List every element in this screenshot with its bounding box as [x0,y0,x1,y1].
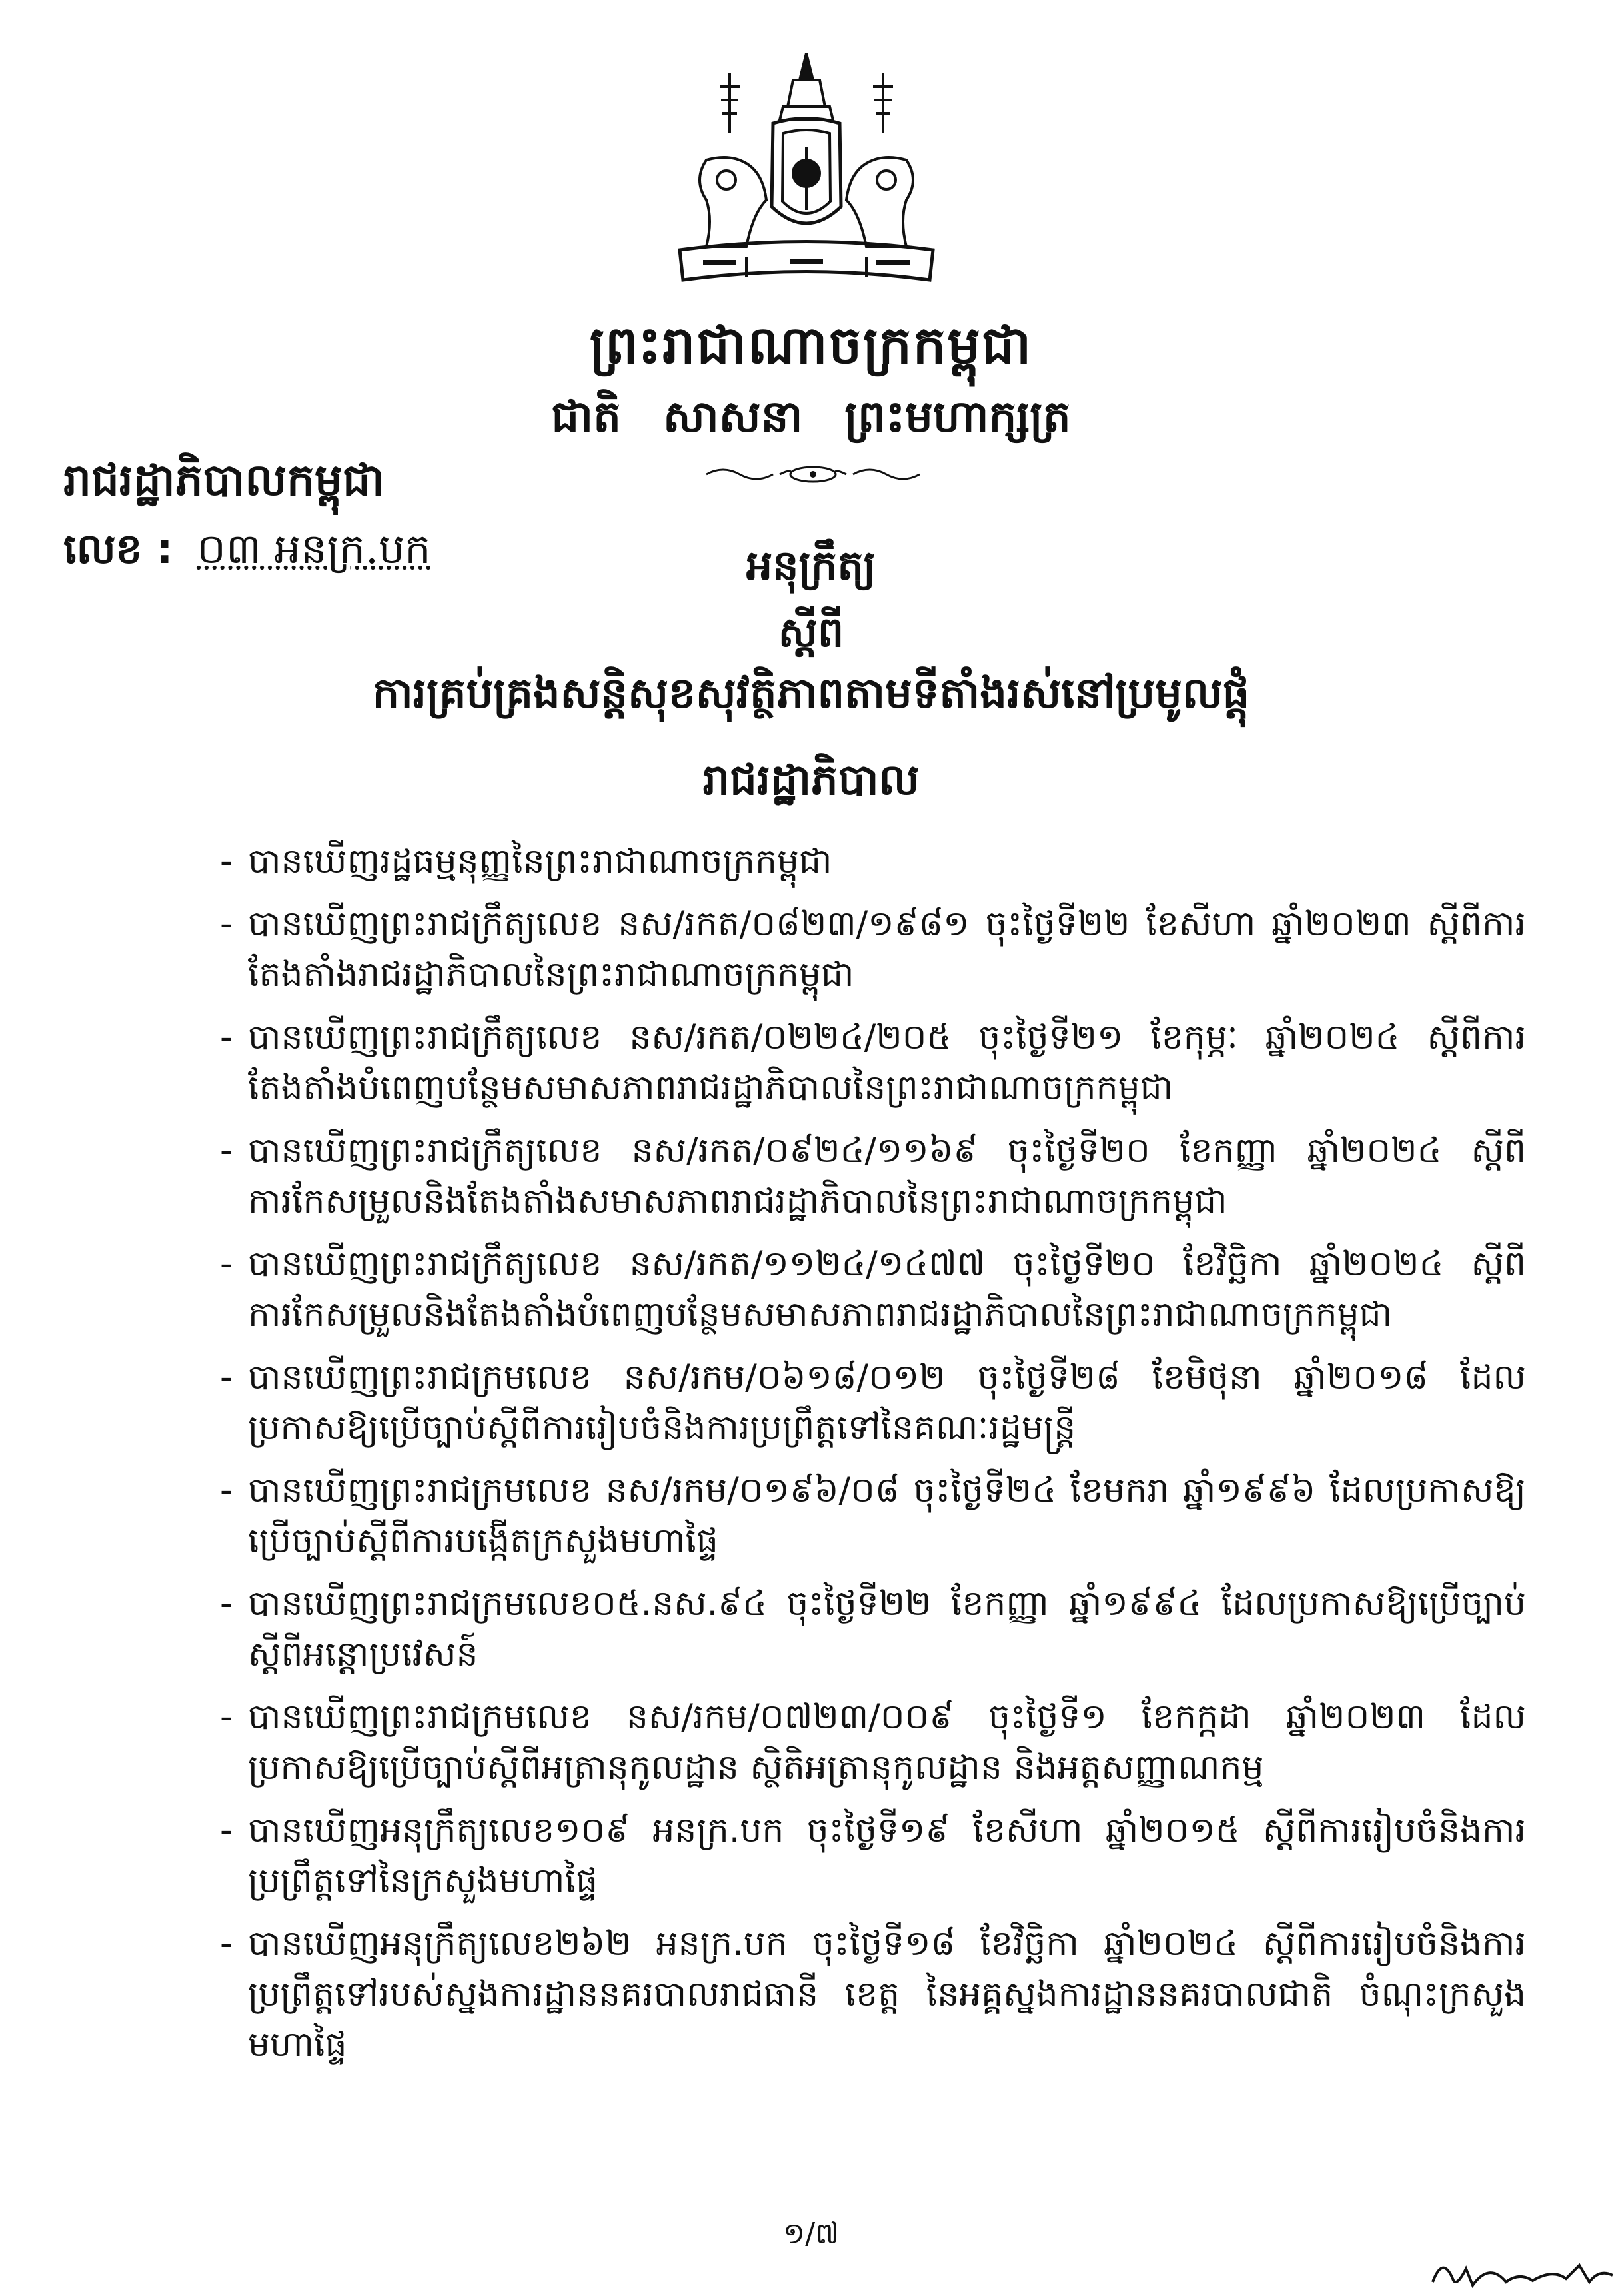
national-motto: ជាតិ សាសនា ព្រះមហាក្សត្រ [551,391,1071,442]
royal-emblem-icon [666,47,946,300]
document-subject: ការគ្រប់គ្រងសន្តិសុខសុវត្ថិភាពតាមទីតាំងរស់នៅប្រមូលផ្ដុំ [372,669,1250,718]
number-value: ០៣ អនក្រ.បក [197,524,431,573]
reference-item: - បានឃើញព្រះរាជក្រមលេខ នស/រកម/០៧២៣/០០៩ ចុះថ្ងៃទី១ ខែកក្កដា ឆ្នាំ២០២៣ ដែលប្រកាសឱ្យប្រើច្បាប់ស្ដីពីអត្រានុកូលដ្ឋាន ស្ថិតិអត្រានុកូលដ្ឋាន និងអត្តសញ្ញាណកម្ម [220,1697,1526,1788]
reference-item: - បានឃើញព្រះរាជក្រមលេខ នស/រកម/០១៩៦/០៨ ចុះថ្ងៃទី២៤ ខែមករា ឆ្នាំ១៩៩៦ ដែលប្រកាសឱ្យប្រើច្បាប់ស្ដីពីការបង្កើតក្រសួងមហាផ្ទៃ [220,1470,1526,1561]
reference-item: - បានឃើញរដ្ឋធម្មនុញ្ញនៃព្រះរាជាណាចក្រកម្ពុជា [220,842,832,881]
signature-initials-icon [1426,2249,1619,2293]
page-number: ១/៧ [782,2217,840,2251]
references-list [220,836,1526,2082]
number-label: លេខ : [63,524,173,573]
document-about: ស្ដីពី [778,608,844,656]
decorative-flourish-icon [693,460,933,486]
reference-item: - បានឃើញអនុក្រឹត្យលេខ១០៩ អនក្រ.បក ចុះថ្ងៃទី១៩ ខែសីហា ឆ្នាំ២០១៥ ស្ដីពីការរៀបចំនិងការប្រព្រឹត្តទៅនៃក្រសួងមហាផ្ទៃ [220,1810,1526,1901]
reference-item: - បានឃើញព្រះរាជក្រឹត្យលេខ នស/រកត/០៨២៣/១៩៨១ ចុះថ្ងៃទី២២ ខែសីហា ឆ្នាំ២០២៣ ស្ដីពីការតែងតាំងរាជរដ្ឋាភិបាលនៃព្រះរាជាណាចក្រកម្ពុជា [220,904,1526,995]
reference-item: - បានឃើញព្រះរាជក្រឹត្យលេខ នស/រកត/០៩២៤/១១៦៩ ចុះថ្ងៃទី២០ ខែកញ្ញា ឆ្នាំ២០២៤ ស្ដីពីការកែសម្រួលនិងតែងតាំងសមាសភាពរាជរដ្ឋាភិបាលនៃព្រះរាជាណាចក្រកម្ពុជា [220,1131,1526,1221]
reference-item: - បានឃើញព្រះរាជក្រឹត្យលេខ នស/រកត/០២២៤/២០៥ ចុះថ្ងៃទី២១ ខែកុម្ភៈ ឆ្នាំ២០២៤ ស្ដីពីការតែងតាំងបំពេញបន្ថែមសមាសភាពរាជរដ្ឋាភិបាលនៃព្រះរាជាណាចក្រកម្ពុជា [220,1017,1526,1108]
reference-item: - បានឃើញព្រះរាជក្រមលេខ០៥.នស.៩៤ ចុះថ្ងៃទី២២ ខែកញ្ញា ឆ្នាំ១៩៩៤ ដែលប្រកាសឱ្យប្រើច្បាប់ស្ដីពីអន្តោប្រវេសន៍ [220,1584,1526,1674]
kingdom-name: ព្រះរាជាណាចក្រកម្ពុជា [589,316,1033,376]
reference-item: - បានឃើញព្រះរាជក្រមលេខ នស/រកម/០៦១៨/០១២ ចុះថ្ងៃទី២៨ ខែមិថុនា ឆ្នាំ២០១៨ ដែលប្រកាសឱ្យប្រើច្បាប់ស្ដីពីការរៀបចំនិងការប្រព្រឹត្តទៅនៃគណៈរដ្ឋមន្ត្រី [220,1357,1526,1448]
reference-item: - បានឃើញព្រះរាជក្រឹត្យលេខ នស/រកត/១១២៤/១៤៧៧ ចុះថ្ងៃទី២០ ខែវិច្ឆិកា ឆ្នាំ២០២៤ ស្ដីពីការកែសម្រួលនិងតែងតាំងបំពេញបន្ថែមសមាសភាពរាជរដ្ឋាភិបាលនៃព្រះរាជាណាចក្រកម្ពុជា [220,1244,1526,1335]
coat-of-arms-icon [666,47,946,300]
issuing-authority: រាជរដ្ឋាភិបាល [702,756,920,805]
issuing-government: រាជរដ្ឋាភិបាលកម្ពុជា [63,454,385,506]
reference-item: - បានឃើញអនុក្រឹត្យលេខ២៦២ អនក្រ.បក ចុះថ្ងៃទី១៨ ខែវិច្ឆិកា ឆ្នាំ២០២៤ ស្ដីពីការរៀបចំនិងការប្រព្រឹត្តទៅរបស់ស្នងការដ្ឋាននគរបាលរាជធានី ខេត្ត នៃអគ្គស្នងការដ្ឋាននគរបាលជាតិ ចំណុះក្រសួងមហាផ្ទៃ [220,1924,1526,2065]
document-type: អនុក្រឹត្យ [746,541,876,590]
